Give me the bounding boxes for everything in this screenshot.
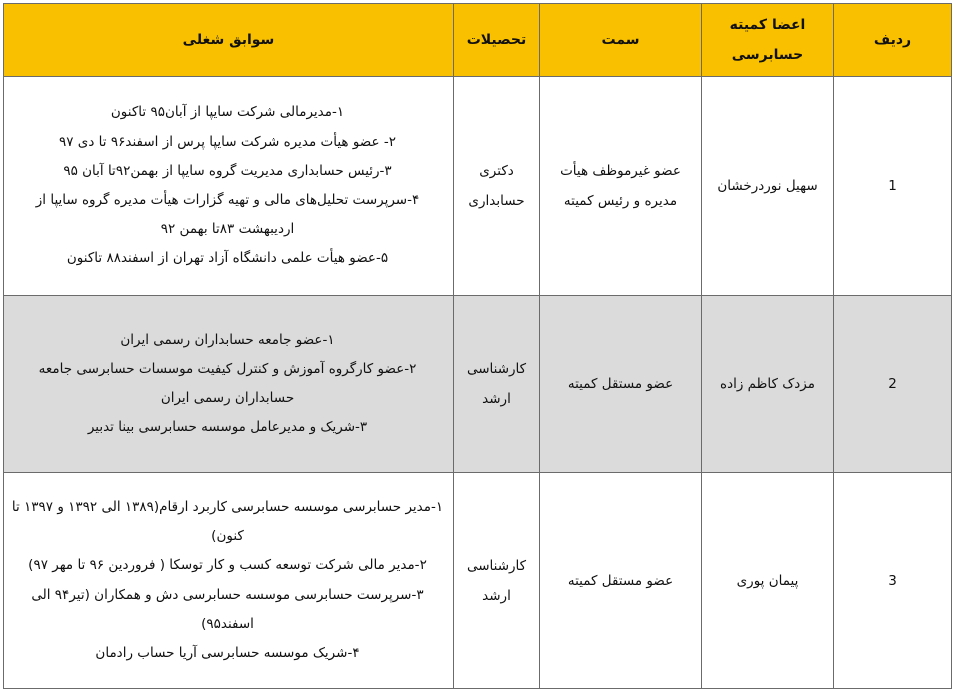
header-row-number: ردیف (834, 4, 952, 77)
member-name: سهیل نوردرخشان (702, 77, 834, 296)
experience-item: ۱-عضو جامعه حسابداران رسمی ایران (120, 331, 335, 348)
experience-item: ۴-شریک موسسه حسابرسی آریا حساب رادمان (95, 644, 360, 661)
experience-item: ۳-رئیس حسابداری مدیریت گروه سایپا از بهمن۹۲تا آبان ۹۵ (63, 162, 392, 179)
experience-item: ۴-سرپرست تحلیل‌های مالی و تهیه گزارات هیأت مدیره گروه سایپا از اردیبهشت ۸۳تا بهمن ۹۲ (35, 192, 420, 238)
table-row (4, 77, 952, 296)
row-number: 3 (834, 473, 952, 689)
member-education-text: کارشناسی ارشد (466, 557, 527, 604)
member-name: پیمان پوری (702, 473, 834, 689)
member-position: عضو مستقل کمیته (540, 296, 702, 473)
member-position: عضو مستقل کمیته (540, 473, 702, 689)
experience-item: ۱-مدیرمالی شرکت سایپا از آبان۹۵ تاکنون (110, 104, 345, 121)
header-member-label: اعضا کمیته حسابرسی (729, 17, 806, 63)
member-experience (4, 77, 454, 296)
table-row (4, 473, 952, 689)
member-education (454, 473, 540, 689)
experience-item: ۳-شریک و مدیرعامل موسسه حسابرسی بینا تدبیر (87, 419, 368, 436)
member-education (454, 77, 540, 296)
header-row (4, 4, 952, 77)
header-position: سمت (540, 4, 702, 77)
header-experience: سوابق شغلی (4, 4, 454, 77)
table-row (4, 296, 952, 473)
audit-committee-table-wrapper (3, 3, 951, 667)
experience-item: ۲-عضو کارگروه آموزش و کنترل کیفیت موسسات حسابرسی جامعه حسابداران رسمی ایران (38, 360, 417, 406)
member-education-text: دکتری حسابداری (468, 163, 525, 209)
member-experience (4, 296, 454, 473)
member-education-text: کارشناسی ارشد (466, 361, 527, 407)
header-education: تحصیلات (454, 4, 540, 77)
member-experience (4, 473, 454, 689)
row-number: 1 (834, 77, 952, 296)
experience-item: ۱-مدیر حسابرسی موسسه حسابرسی کاربرد ارقام(۱۳۸۹ الی ۱۳۹۲ و ۱۳۹۷ تا کنون) (11, 498, 444, 545)
header-member (702, 4, 834, 77)
member-position-text: عضو غیرموظف هیأت مدیره و رئیس کمیته (560, 163, 681, 209)
experience-item: ۲- عضو هیأت مدیره شرکت سایپا پرس از اسفند۹۶ تا دی ۹۷ (59, 133, 396, 150)
member-position (540, 77, 702, 296)
experience-item: ۳-سرپرست حسابرسی موسسه حسابرسی دش و همکاران (تیر۹۴ الی اسفند۹۵) (31, 586, 424, 632)
row-number: 2 (834, 296, 952, 473)
member-education (454, 296, 540, 473)
experience-item: ۵-عضو هیأت علمی دانشگاه آزاد تهران از اسفند۸۸ تاکنون (66, 250, 389, 267)
member-name: مزدک کاظم زاده (702, 296, 834, 473)
audit-committee-table (3, 3, 952, 689)
experience-item: ۲-مدیر مالی شرکت توسعه کسب و کار توسکا ( فروردین ۹۶ تا مهر ۹۷) (28, 557, 427, 574)
